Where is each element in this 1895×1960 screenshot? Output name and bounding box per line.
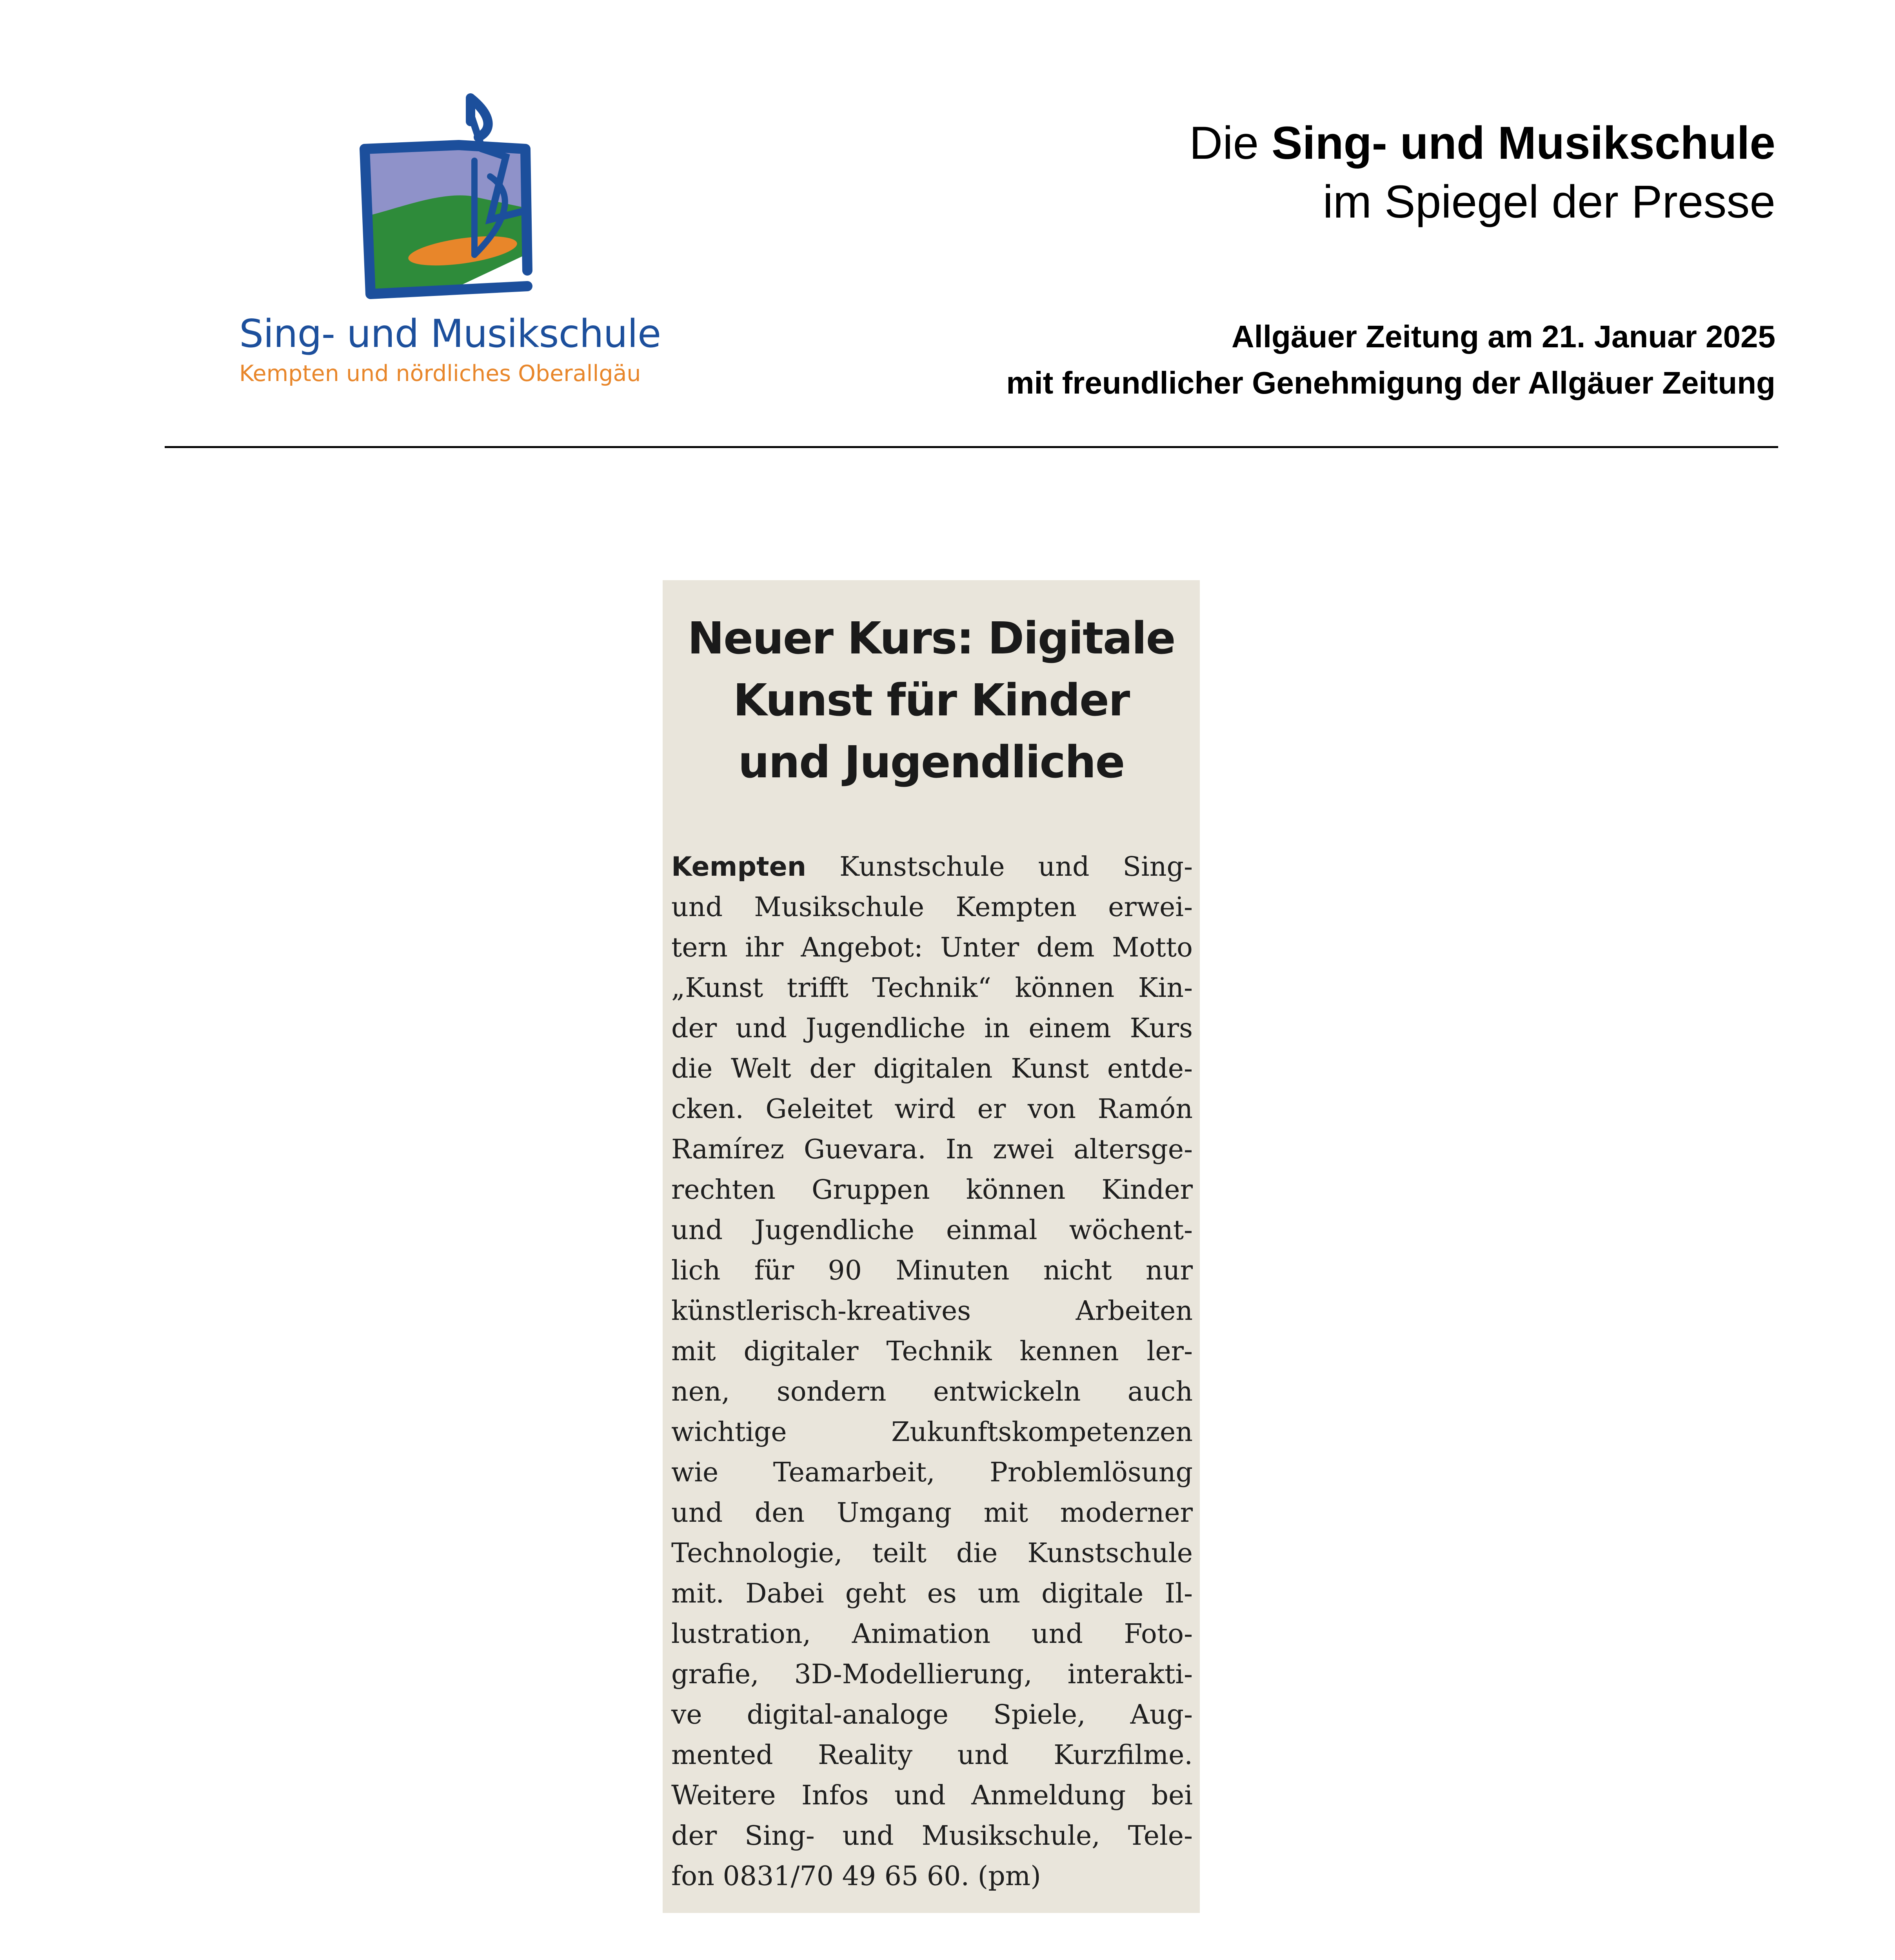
article-line: künstlerisch-kreatives Arbeiten (671, 1296, 1193, 1327)
article-line: rechten Gruppen können Kinder (671, 1174, 1193, 1205)
article-headline (663, 608, 1200, 793)
article-body (671, 847, 1193, 1896)
article-line: mit. Dabei geht es um digitale Il- (671, 1578, 1193, 1609)
article-line: lich für 90 Minuten nicht nur (671, 1255, 1193, 1286)
article-dateline: Kempten (671, 851, 807, 882)
publication-source: Allgäuer Zeitung am 21. Januar 2025 (1231, 319, 1775, 354)
article-line: der und Jugendliche in einem Kurs (671, 1013, 1193, 1044)
permission-note: mit freundlicher Genehmigung der Allgäuer Zeitung (1006, 365, 1775, 400)
page-title (1189, 114, 1775, 172)
page-title-bold: Sing- und Musikschule (1272, 117, 1775, 169)
article-line: wichtige Zukunftskompetenzen (671, 1417, 1193, 1448)
article-line: die Welt der digitalen Kunst entde- (671, 1053, 1193, 1084)
article-line (671, 847, 1193, 887)
article-line: der Sing- und Musikschule, Tele- (671, 1820, 1193, 1851)
article-line: mented Reality und Kurzfilme. (671, 1740, 1193, 1771)
logo-name: Sing- und Musikschule (239, 312, 661, 356)
page-header (1189, 114, 1775, 231)
page-title-prefix: Die (1189, 117, 1272, 169)
article-line: „Kunst trifft Technik“ können Kin- (671, 973, 1193, 1004)
header-divider (165, 446, 1778, 448)
school-emblem-icon (341, 90, 616, 310)
headline-line: Kunst für Kinder (733, 675, 1130, 726)
newspaper-clipping (663, 580, 1200, 1913)
article-line: mit digitaler Technik kennen ler- (671, 1336, 1193, 1367)
article-line: tern ihr Angebot: Unter dem Motto (671, 932, 1193, 963)
article-line-text: Kunstschule und Sing- (839, 851, 1193, 882)
headline-line: Neuer Kurs: Digitale (687, 613, 1175, 664)
school-logo (223, 90, 694, 404)
article-line: Weitere Infos und Anmeldung bei (671, 1780, 1193, 1811)
article-line: und Musikschule Kempten erwei- (671, 892, 1193, 923)
article-line: Ramírez Guevara. In zwei altersge- (671, 1134, 1193, 1165)
article-line: und den Umgang mit moderner (671, 1497, 1193, 1528)
logo-subtitle: Kempten und nördliches Oberallgäu (239, 361, 641, 387)
page-subtitle: im Spiegel der Presse (1323, 176, 1775, 228)
article-line: grafie, 3D-Modellierung, interakti- (671, 1659, 1193, 1690)
publication-info (1006, 314, 1775, 406)
article-line: und Jugendliche einmal wöchent- (671, 1215, 1193, 1246)
article-line: wie Teamarbeit, Problemlösung (671, 1457, 1193, 1488)
article-line: ve digital-analoge Spiele, Aug- (671, 1699, 1193, 1730)
article-line: Technologie, teilt die Kunstschule (671, 1538, 1193, 1569)
headline-line: und Jugendliche (738, 737, 1125, 788)
article-line: cken. Geleitet wird er von Ramón (671, 1094, 1193, 1125)
article-line: nen, sondern entwickeln auch (671, 1376, 1193, 1407)
article-line: lustration, Animation und Foto- (671, 1619, 1193, 1650)
article-line: fon 0831/70 49 65 60. (pm) (671, 1861, 1041, 1892)
